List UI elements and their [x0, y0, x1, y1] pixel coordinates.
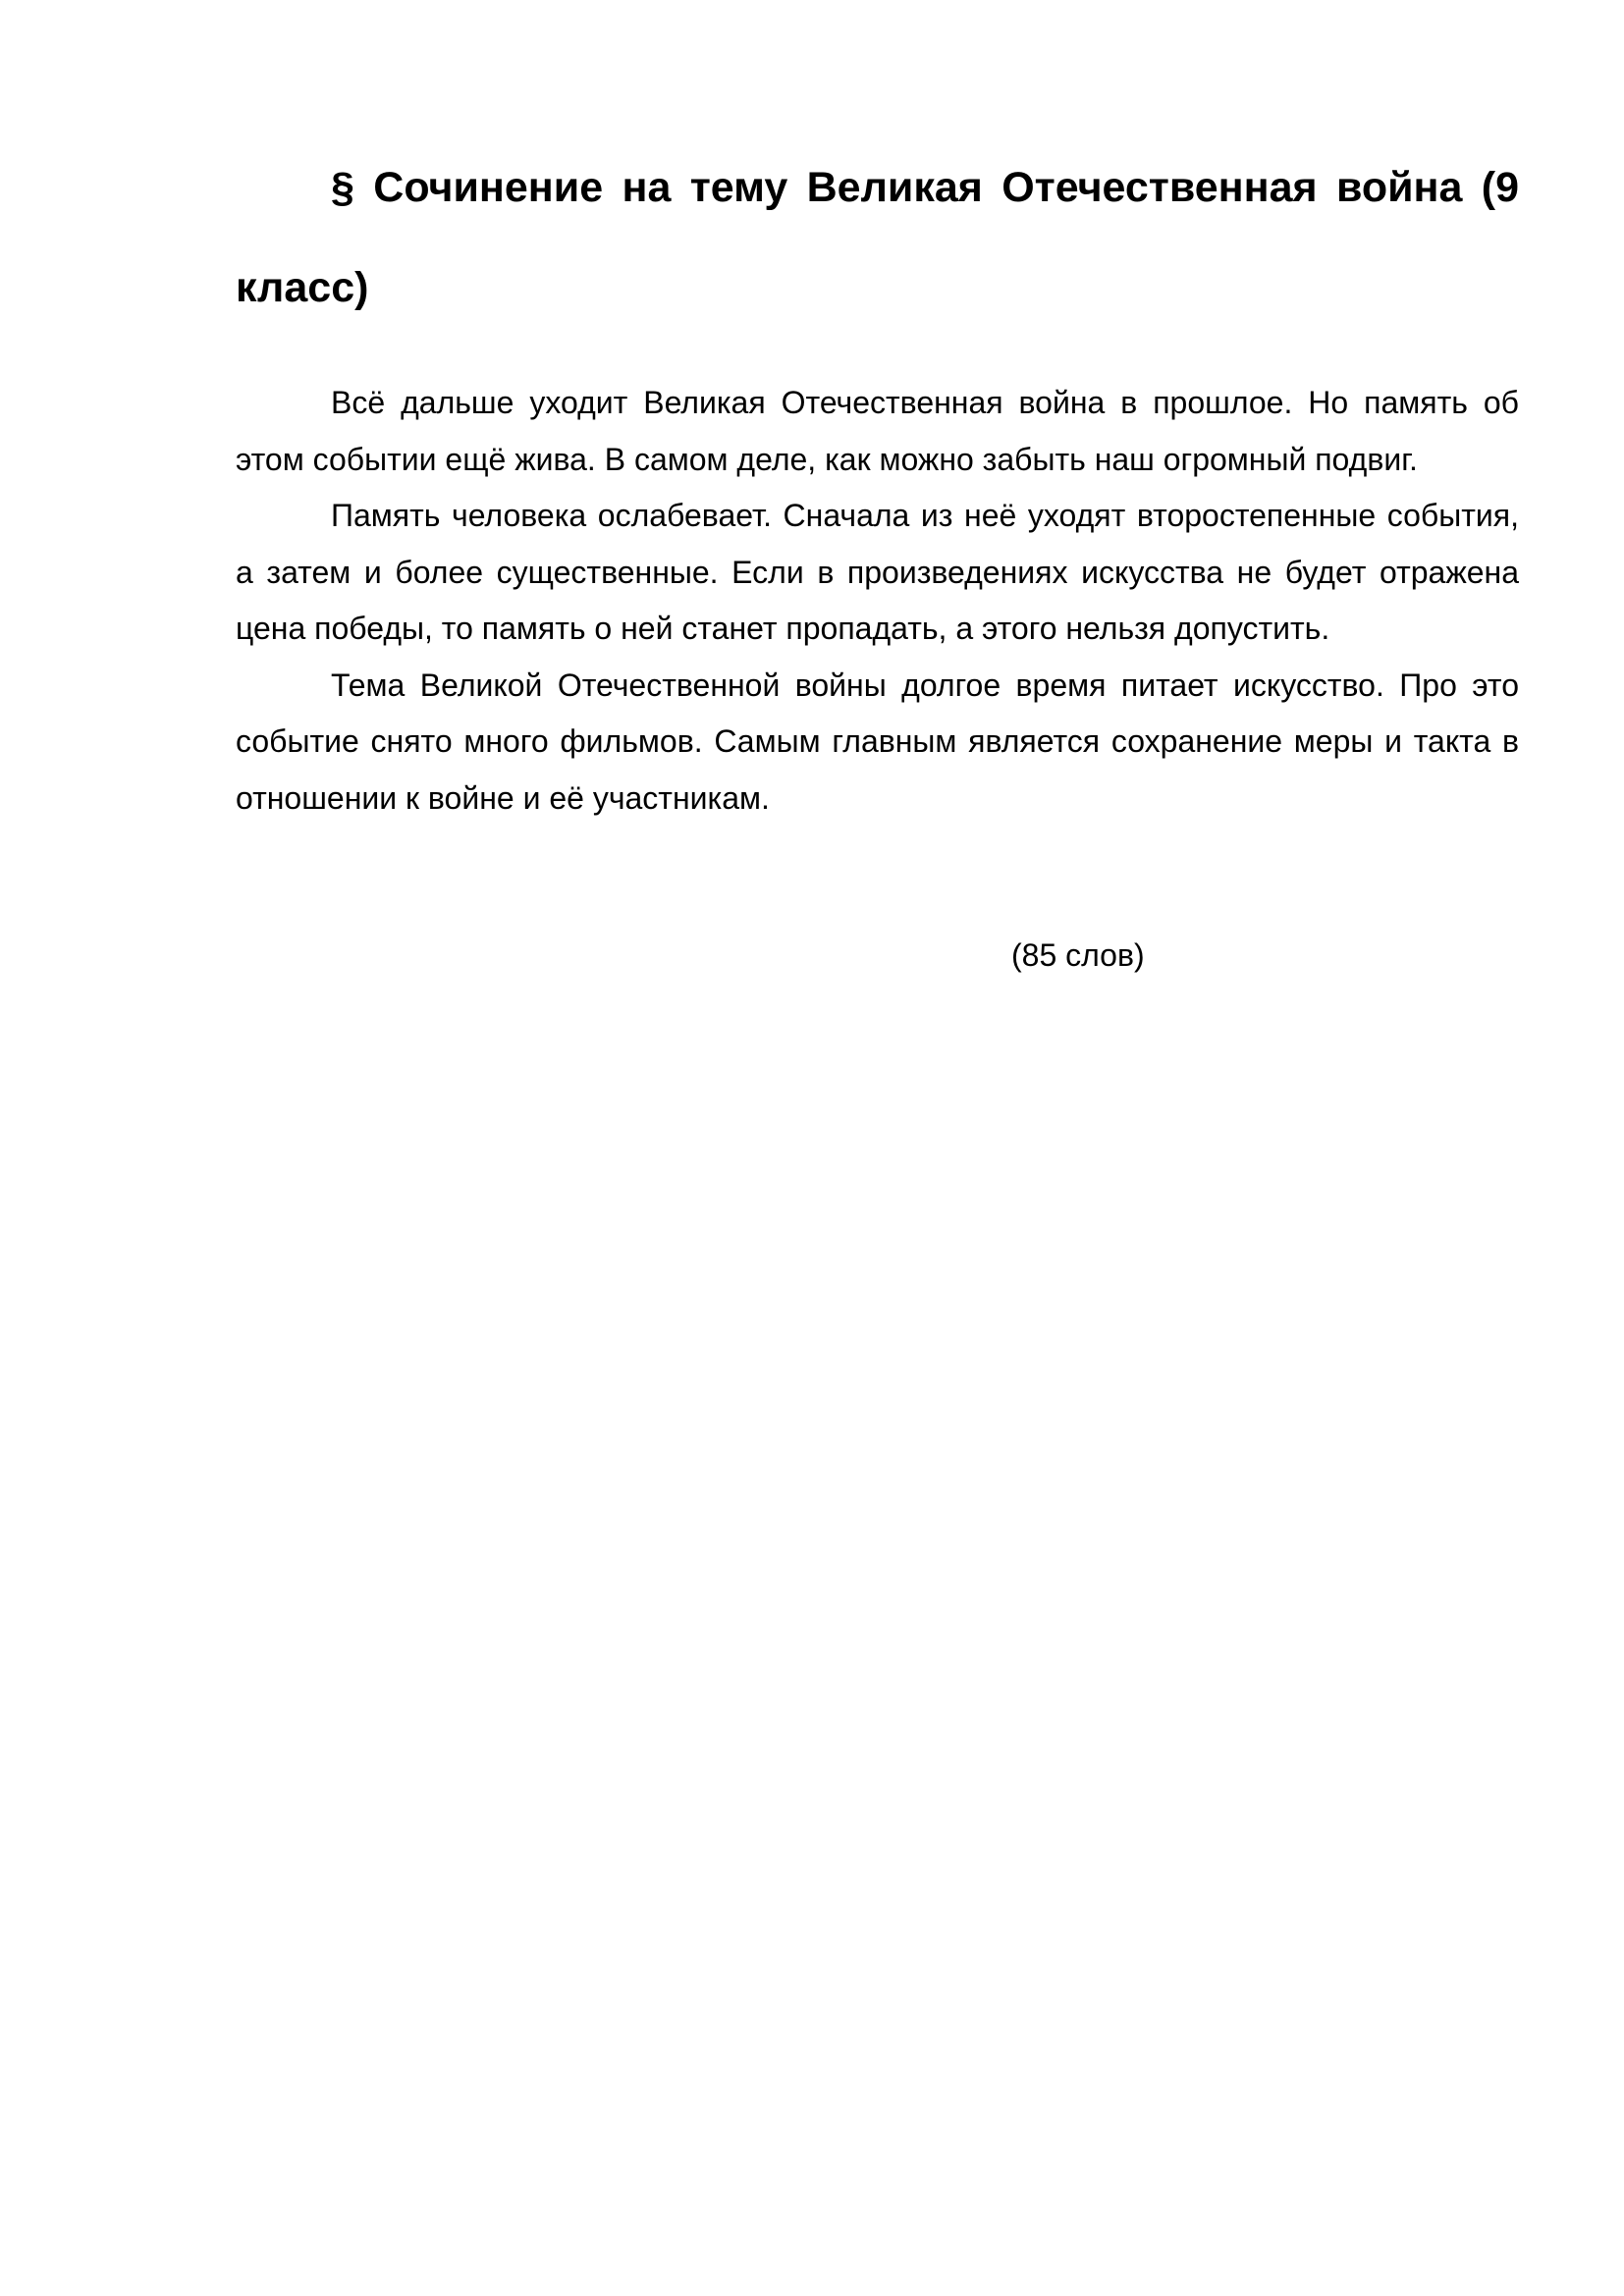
essay-paragraph-3: Тема Великой Отечественной войны долгое время питает искусство. Про это событие снято много фильмов. Самым главным является сохранение меры и такта в отношении к войне и её участникам.: [236, 667, 1519, 816]
essay-paragraph-1: Всё дальше уходит Великая Отечественная война в прошлое. Но память об этом событии ещё жива. В самом деле, как можно забыть наш огромный подвиг.: [236, 385, 1519, 477]
essay-title: § Сочинение на тему Великая Отечественная война (9 класс): [236, 164, 1519, 311]
essay-body: [236, 375, 1519, 827]
word-count: (85 слов): [1011, 937, 1145, 973]
document-content: [236, 137, 1519, 827]
essay-paragraph-2: Память человека ослабевает. Сначала из неё уходят второстепенные события, а затем и более существенные. Если в произведениях искусства не будет отражена цена победы, то память о ней станет пропадать, а этого нельзя допустить.: [236, 498, 1519, 646]
